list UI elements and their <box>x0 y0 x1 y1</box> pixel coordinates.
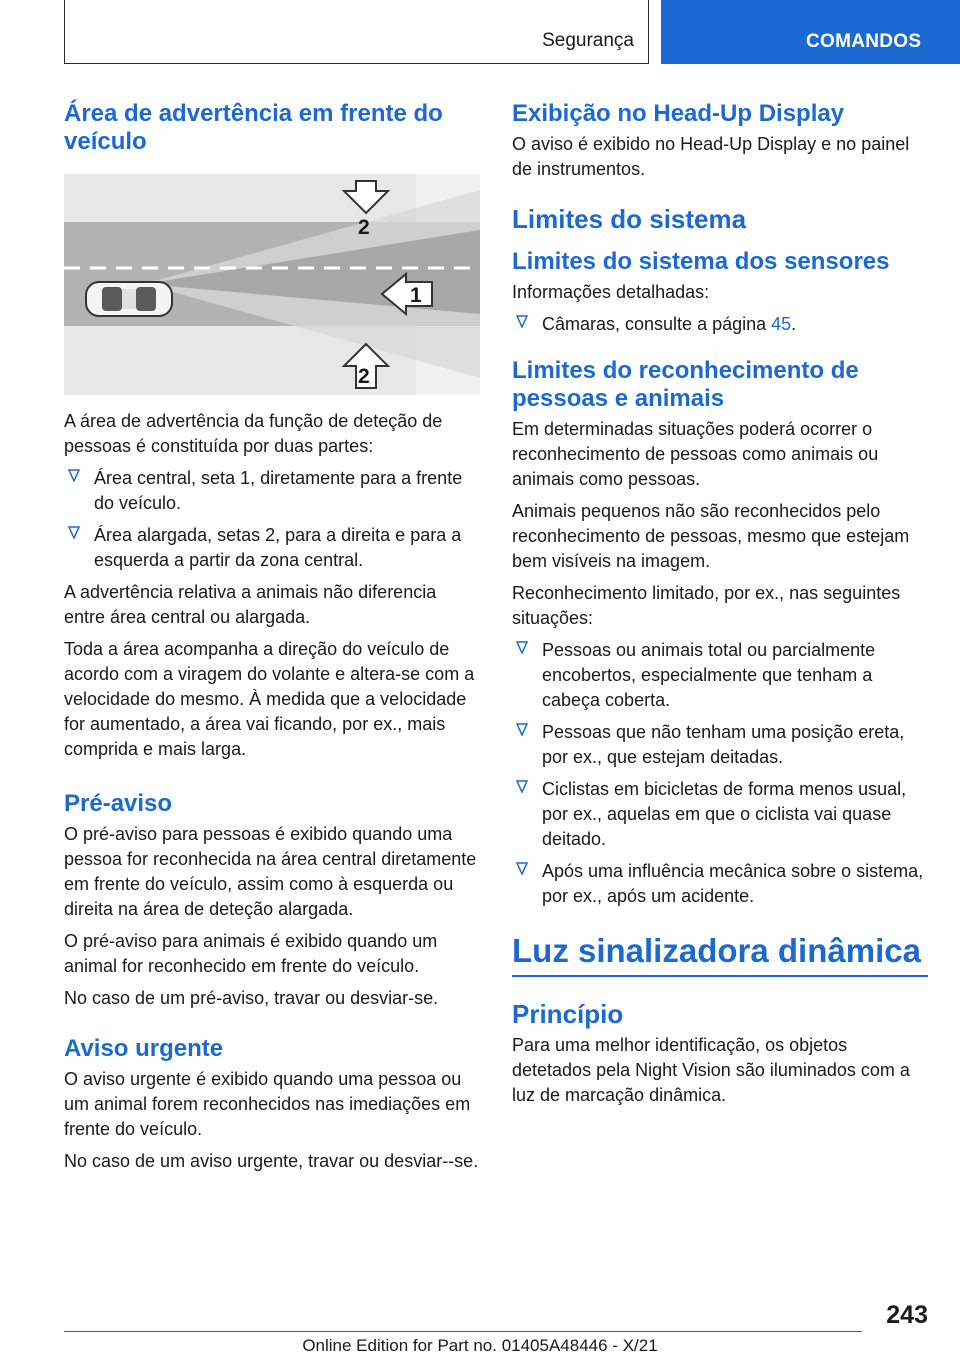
header-section-box <box>64 0 649 64</box>
list-item: Ciclistas em bicicletas de forma menos usual, por ex., aquelas em que o ciclista vai quase deitado. <box>512 777 928 852</box>
recognition-paragraph-3: Reconhecimento limitado, por ex., nas seguintes situações: <box>512 583 901 628</box>
warning-area-intro: A área de advertência da função de deteção de pessoas é constituída por duas partes: <box>64 411 443 456</box>
section-heading-principle: Princípio <box>512 999 624 1029</box>
recognition-limits-list <box>512 638 928 909</box>
left-column <box>64 100 480 1181</box>
prewarning-paragraph-3: No caso de um pré-aviso, travar ou desviar-se. <box>64 988 439 1008</box>
bullet-triangle-icon <box>516 641 528 654</box>
bullet-triangle-icon <box>68 469 80 482</box>
list-item: Câmaras, consulte a página 45. <box>512 312 928 337</box>
hud-paragraph: O aviso é exibido no Head-Up Display e no painel de instrumentos. <box>512 134 910 179</box>
warning-area-figure <box>64 174 480 395</box>
arrow-wide-bottom-label: 2 <box>358 365 370 388</box>
recognition-paragraph-1: Em determinadas situações poderá ocorrer o reconhecimento de pessoas como animais ou animais como pessoas. <box>512 419 879 489</box>
footer-edition: Online Edition for Part no. 01405A48446 - X/21 <box>302 1336 658 1355</box>
page-number: 243 <box>886 1301 928 1329</box>
section-heading-sensor-limits: Limites do sistema dos sensores <box>512 248 890 275</box>
urgent-paragraph-2: No caso de um aviso urgente, travar ou desviar--se. <box>64 1151 479 1171</box>
list-item: Área alargada, setas 2, para a direita e para a esquerda a partir da zona central. <box>64 523 480 573</box>
list-item: Pessoas que não tenham uma posição ereta, por ex., que estejam deitadas. <box>512 720 928 770</box>
warning-area-list <box>64 466 480 573</box>
footer-divider <box>64 1331 862 1332</box>
prewarning-paragraph-2: O pré-aviso para animais é exibido quando um animal for reconhecido em frente do veículo. <box>64 931 438 976</box>
chapter-heading-dynamic-light: Luz sinalizadora dinâmica <box>512 931 928 977</box>
car-icon <box>86 282 172 316</box>
bullet-triangle-icon <box>516 862 528 875</box>
list-item: Após uma influência mecânica sobre o sistema, por ex., após um acidente. <box>512 859 928 909</box>
right-column <box>512 100 928 1115</box>
prewarning-paragraph-1: O pré-aviso para pessoas é exibido quando uma pessoa for reconhecida na área central diretamente em frente do veículo, assim como à esquerda ou direita na área de deteção alargada. <box>64 824 477 919</box>
header-chapter-tab[interactable] <box>661 0 960 64</box>
arrow-wide-top-label: 2 <box>358 216 370 239</box>
list-item: Pessoas ou animais total ou parcialmente encobertos, especialmente que tenham a cabeça coberta. <box>512 638 928 713</box>
section-heading-urgent-warning: Aviso urgente <box>64 1035 224 1062</box>
urgent-paragraph-1: O aviso urgente é exibido quando uma pessoa ou um animal forem reconhecidos nas imediações em frente do veículo. <box>64 1069 471 1139</box>
header-chapter-title: COMANDOS <box>806 31 922 52</box>
sensor-limits-paragraph: Informações detalhadas: <box>512 282 710 302</box>
section-heading-recognition-limits: Limites do reconhecimento de pessoas e animais <box>512 357 859 412</box>
sensor-limits-list <box>512 312 928 337</box>
bullet-triangle-icon <box>516 780 528 793</box>
area-paragraph: Toda a área acompanha a direção do veículo de acordo com a viragem do volante e altera-se com a velocidade do mesmo. À medida que a velocidade for aumentado, a área vai ficando, por ex., mais comprida e mais larga. <box>64 639 475 759</box>
recognition-paragraph-2: Animais pequenos não são reconhecidos pelo reconhecimento de pessoas, mesmo que estejam bem visíveis na imagem. <box>512 501 910 571</box>
section-heading-system-limits: Limites do sistema <box>512 204 747 234</box>
section-heading-warning-area: Área de advertência em frente do veículo <box>64 100 443 155</box>
section-heading-prewarning: Pré-aviso <box>64 790 173 817</box>
header-section-title: Segurança <box>542 30 634 51</box>
bullet-triangle-icon <box>516 723 528 736</box>
bullet-triangle-icon <box>516 315 528 328</box>
arrow-central-label: 1 <box>410 284 422 307</box>
page-link-45[interactable]: 45 <box>771 314 792 334</box>
bullet-triangle-icon <box>68 526 80 539</box>
section-heading-hud: Exibição no Head-Up Display <box>512 100 845 127</box>
animals-paragraph: A advertência relativa a animais não diferencia entre área central ou alargada. <box>64 582 437 627</box>
list-item: Área central, seta 1, diretamente para a frente do veículo. <box>64 466 480 516</box>
principle-paragraph: Para uma melhor identificação, os objetos detetados pela Night Vision são iluminados com a luz de marcação dinâmica. <box>512 1035 910 1105</box>
